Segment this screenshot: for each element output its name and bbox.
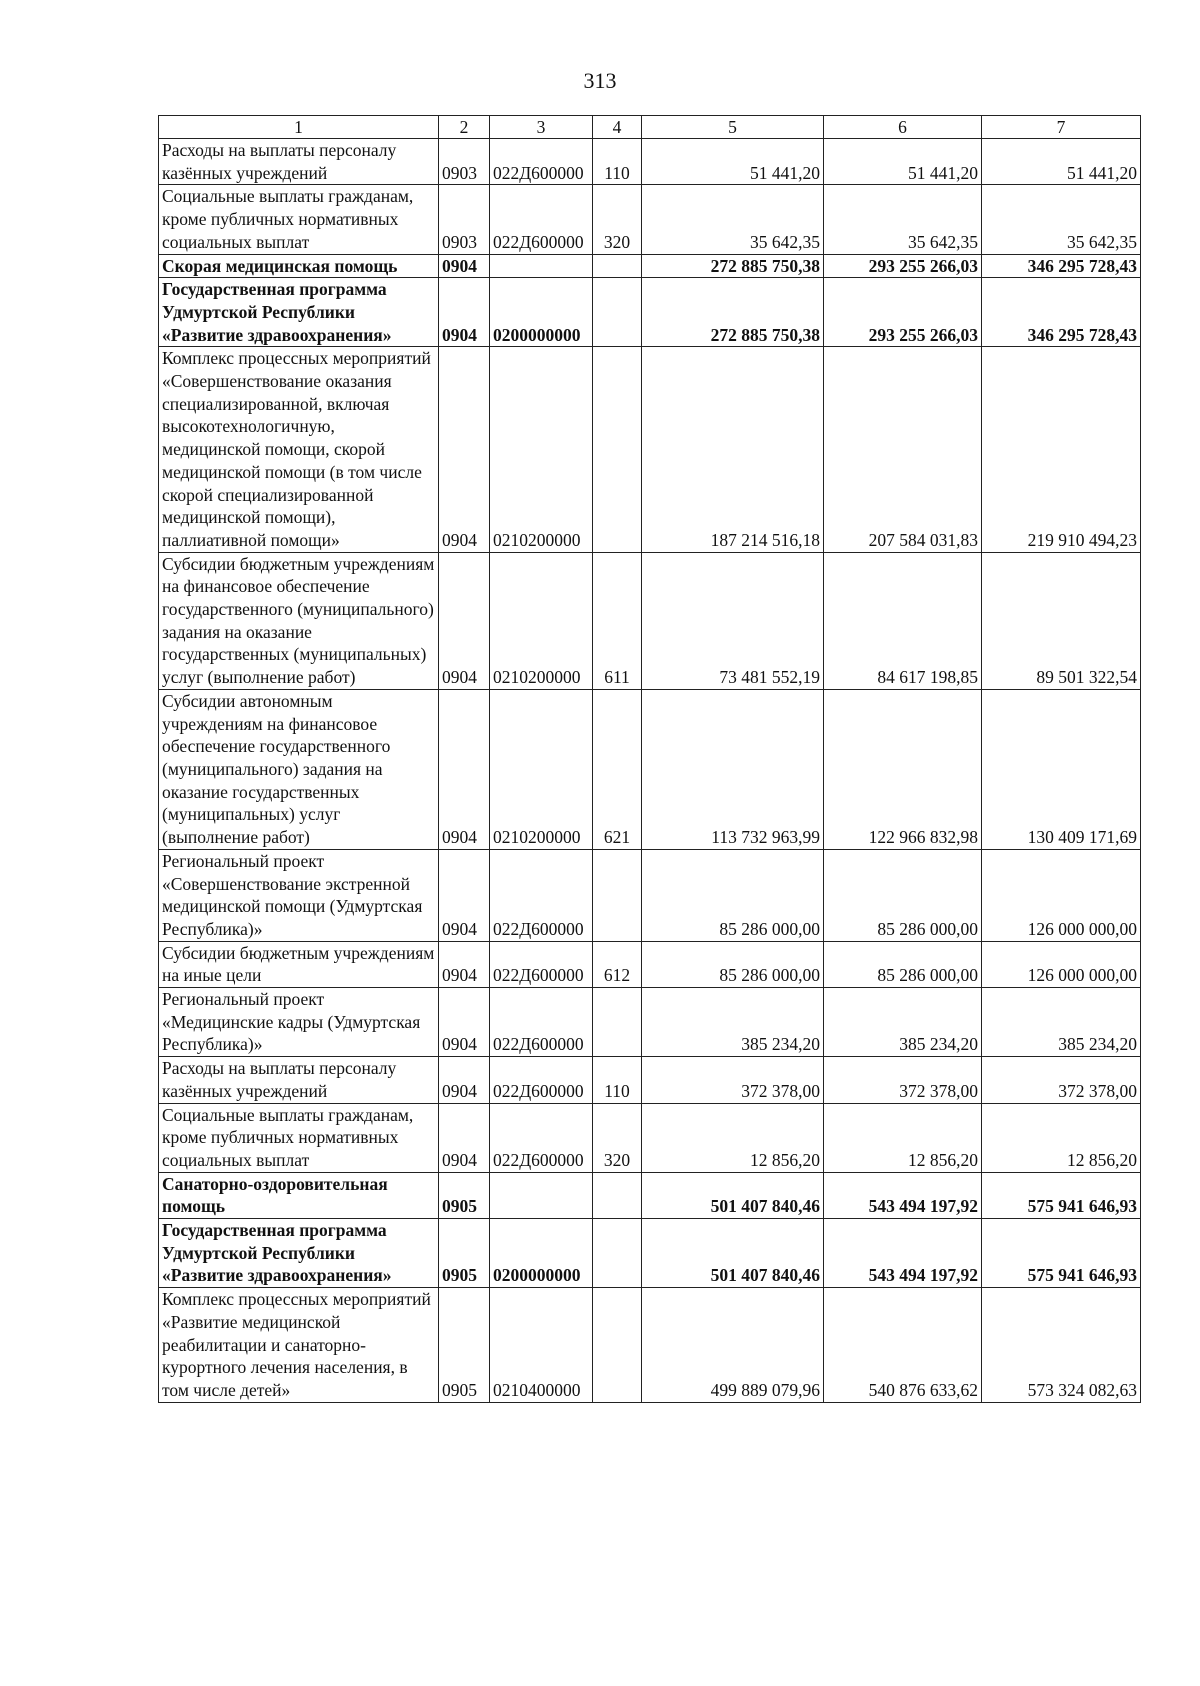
table-row bbox=[159, 849, 1141, 941]
section-code: 0905 bbox=[439, 1288, 490, 1403]
amount-col6: 293 255 266,03 bbox=[824, 278, 982, 347]
amount-col7: 219 910 494,23 bbox=[982, 347, 1141, 552]
target-code: 0210400000 bbox=[490, 1288, 593, 1403]
amount-col5: 499 889 079,96 bbox=[642, 1288, 824, 1403]
item-name: Комплекс процессных мероприятий «Развитие медицинской реабилитации и санаторно-курортного лечения населения, в том числе детей» bbox=[159, 1288, 439, 1403]
expense-type-code bbox=[593, 278, 642, 347]
item-name: Скорая медицинская помощь bbox=[159, 254, 439, 278]
table-row bbox=[159, 347, 1141, 552]
amount-col7: 89 501 322,54 bbox=[982, 552, 1141, 689]
item-name: Комплекс процессных мероприятий «Совершенствование оказания специализированной, включая высокотехнологичную, медицинской помощи, скорой медицинской помощи (в том числе скорой специализированной медицинской помощи), паллиативной помощи» bbox=[159, 347, 439, 552]
target-code: 0210200000 bbox=[490, 347, 593, 552]
amount-col5: 501 407 840,46 bbox=[642, 1219, 824, 1288]
expense-type-code: 320 bbox=[593, 185, 642, 254]
amount-col6: 293 255 266,03 bbox=[824, 254, 982, 278]
amount-col7: 130 409 171,69 bbox=[982, 689, 1141, 849]
item-name: Субсидии автономным учреждениям на финансовое обеспечение государственного (муниципального) задания на оказание государственных (муниципальных) услуг (выполнение работ) bbox=[159, 689, 439, 849]
item-name: Социальные выплаты гражданам, кроме публичных нормативных социальных выплат bbox=[159, 185, 439, 254]
section-code: 0904 bbox=[439, 689, 490, 849]
item-name: Субсидии бюджетным учреждениям на иные цели bbox=[159, 941, 439, 987]
table-row bbox=[159, 1219, 1141, 1288]
column-header: 5 bbox=[642, 116, 824, 139]
table-row bbox=[159, 1103, 1141, 1172]
amount-col6: 543 494 197,92 bbox=[824, 1172, 982, 1218]
target-code: 022Д600000 bbox=[490, 1057, 593, 1103]
expense-type-code: 611 bbox=[593, 552, 642, 689]
amount-col5: 272 885 750,38 bbox=[642, 254, 824, 278]
target-code bbox=[490, 1172, 593, 1218]
target-code: 022Д600000 bbox=[490, 941, 593, 987]
amount-col5: 51 441,20 bbox=[642, 139, 824, 185]
target-code: 022Д600000 bbox=[490, 849, 593, 941]
table-row bbox=[159, 185, 1141, 254]
section-code: 0904 bbox=[439, 347, 490, 552]
amount-col6: 540 876 633,62 bbox=[824, 1288, 982, 1403]
amount-col6: 84 617 198,85 bbox=[824, 552, 982, 689]
column-header: 1 bbox=[159, 116, 439, 139]
item-name: Социальные выплаты гражданам, кроме публичных нормативных социальных выплат bbox=[159, 1103, 439, 1172]
section-code: 0904 bbox=[439, 254, 490, 278]
expense-type-code bbox=[593, 1288, 642, 1403]
budget-table bbox=[158, 115, 1141, 1403]
target-code: 022Д600000 bbox=[490, 185, 593, 254]
table-row bbox=[159, 552, 1141, 689]
amount-col5: 12 856,20 bbox=[642, 1103, 824, 1172]
amount-col5: 113 732 963,99 bbox=[642, 689, 824, 849]
target-code: 0200000000 bbox=[490, 278, 593, 347]
amount-col6: 51 441,20 bbox=[824, 139, 982, 185]
expense-type-code: 320 bbox=[593, 1103, 642, 1172]
amount-col7: 126 000 000,00 bbox=[982, 849, 1141, 941]
section-code: 0904 bbox=[439, 988, 490, 1057]
expense-type-code bbox=[593, 988, 642, 1057]
target-code: 022Д600000 bbox=[490, 988, 593, 1057]
expense-type-code bbox=[593, 849, 642, 941]
amount-col6: 372 378,00 bbox=[824, 1057, 982, 1103]
target-code bbox=[490, 254, 593, 278]
amount-col5: 73 481 552,19 bbox=[642, 552, 824, 689]
table-row bbox=[159, 1288, 1141, 1403]
section-code: 0904 bbox=[439, 1103, 490, 1172]
amount-col5: 85 286 000,00 bbox=[642, 941, 824, 987]
column-header: 2 bbox=[439, 116, 490, 139]
table-row bbox=[159, 941, 1141, 987]
amount-col7: 575 941 646,93 bbox=[982, 1172, 1141, 1218]
section-code: 0905 bbox=[439, 1219, 490, 1288]
section-code: 0904 bbox=[439, 278, 490, 347]
item-name: Расходы на выплаты персоналу казённых учреждений bbox=[159, 139, 439, 185]
column-header: 6 bbox=[824, 116, 982, 139]
column-header: 7 bbox=[982, 116, 1141, 139]
target-code: 0210200000 bbox=[490, 552, 593, 689]
amount-col6: 12 856,20 bbox=[824, 1103, 982, 1172]
amount-col5: 501 407 840,46 bbox=[642, 1172, 824, 1218]
amount-col6: 85 286 000,00 bbox=[824, 849, 982, 941]
amount-col7: 372 378,00 bbox=[982, 1057, 1141, 1103]
table-row bbox=[159, 1172, 1141, 1218]
section-code: 0904 bbox=[439, 849, 490, 941]
section-code: 0905 bbox=[439, 1172, 490, 1218]
table-row bbox=[159, 254, 1141, 278]
section-code: 0903 bbox=[439, 185, 490, 254]
section-code: 0904 bbox=[439, 1057, 490, 1103]
amount-col5: 372 378,00 bbox=[642, 1057, 824, 1103]
amount-col6: 543 494 197,92 bbox=[824, 1219, 982, 1288]
amount-col7: 385 234,20 bbox=[982, 988, 1141, 1057]
item-name: Государственная программа Удмуртской Республики «Развитие здравоохранения» bbox=[159, 278, 439, 347]
amount-col7: 346 295 728,43 bbox=[982, 278, 1141, 347]
page-number: 313 bbox=[583, 68, 617, 93]
expense-type-code bbox=[593, 347, 642, 552]
amount-col6: 207 584 031,83 bbox=[824, 347, 982, 552]
expense-type-code: 110 bbox=[593, 139, 642, 185]
column-header: 4 bbox=[593, 116, 642, 139]
amount-col7: 12 856,20 bbox=[982, 1103, 1141, 1172]
item-name: Региональный проект «Медицинские кадры (Удмуртская Республика)» bbox=[159, 988, 439, 1057]
amount-col7: 51 441,20 bbox=[982, 139, 1141, 185]
item-name: Расходы на выплаты персоналу казённых учреждений bbox=[159, 1057, 439, 1103]
amount-col5: 35 642,35 bbox=[642, 185, 824, 254]
table-row bbox=[159, 689, 1141, 849]
item-name: Региональный проект «Совершенствование экстренной медицинской помощи (Удмуртская Республика)» bbox=[159, 849, 439, 941]
amount-col7: 126 000 000,00 bbox=[982, 941, 1141, 987]
amount-col5: 385 234,20 bbox=[642, 988, 824, 1057]
column-number-row bbox=[159, 116, 1141, 139]
expense-type-code bbox=[593, 1219, 642, 1288]
target-code: 022Д600000 bbox=[490, 1103, 593, 1172]
column-header: 3 bbox=[490, 116, 593, 139]
amount-col5: 187 214 516,18 bbox=[642, 347, 824, 552]
item-name: Субсидии бюджетным учреждениям на финансовое обеспечение государственного (муниципального) задания на оказание государственных (муниципальных) услуг (выполнение работ) bbox=[159, 552, 439, 689]
table-row bbox=[159, 278, 1141, 347]
section-code: 0903 bbox=[439, 139, 490, 185]
expense-type-code: 110 bbox=[593, 1057, 642, 1103]
expense-type-code: 621 bbox=[593, 689, 642, 849]
amount-col5: 85 286 000,00 bbox=[642, 849, 824, 941]
amount-col6: 385 234,20 bbox=[824, 988, 982, 1057]
expense-type-code: 612 bbox=[593, 941, 642, 987]
target-code: 022Д600000 bbox=[490, 139, 593, 185]
table-row bbox=[159, 988, 1141, 1057]
amount-col6: 122 966 832,98 bbox=[824, 689, 982, 849]
expense-type-code bbox=[593, 254, 642, 278]
target-code: 0200000000 bbox=[490, 1219, 593, 1288]
item-name: Государственная программа Удмуртской Республики «Развитие здравоохранения» bbox=[159, 1219, 439, 1288]
amount-col7: 346 295 728,43 bbox=[982, 254, 1141, 278]
table-row bbox=[159, 1057, 1141, 1103]
section-code: 0904 bbox=[439, 552, 490, 689]
amount-col7: 573 324 082,63 bbox=[982, 1288, 1141, 1403]
target-code: 0210200000 bbox=[490, 689, 593, 849]
amount-col7: 575 941 646,93 bbox=[982, 1219, 1141, 1288]
item-name: Санаторно-оздоровительная помощь bbox=[159, 1172, 439, 1218]
amount-col6: 85 286 000,00 bbox=[824, 941, 982, 987]
expense-type-code bbox=[593, 1172, 642, 1218]
amount-col5: 272 885 750,38 bbox=[642, 278, 824, 347]
amount-col7: 35 642,35 bbox=[982, 185, 1141, 254]
amount-col6: 35 642,35 bbox=[824, 185, 982, 254]
section-code: 0904 bbox=[439, 941, 490, 987]
table-row bbox=[159, 139, 1141, 185]
table-body bbox=[159, 139, 1141, 1403]
